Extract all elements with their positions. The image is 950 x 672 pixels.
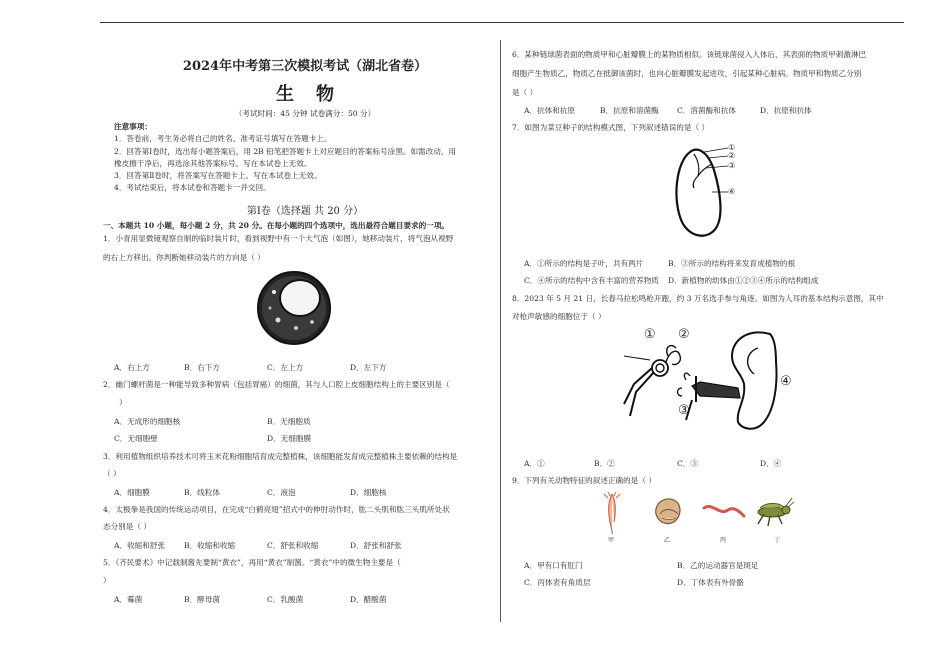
q5-option-a[interactable]: A．霉菌 [114,595,143,604]
column-divider [500,40,501,622]
q3-stem: 3．利用植物组织培养技术可将玉米花粉细胞培育成完整植株，该细胞能发育成完整植株主要依赖的结构是 [103,452,458,461]
q3-option-c[interactable]: C．液泡 [267,488,296,497]
q5-option-b[interactable]: B．酵母菌 [184,595,220,604]
q5-option-d[interactable]: D．醋酸菌 [350,595,387,604]
exam-subject: 生物 [276,84,356,105]
q2-option-c[interactable]: C．无细胞壁 [114,434,158,443]
q8-option-b[interactable]: B．② [594,459,615,468]
note-item: 4．考试结束后，将本试卷和答题卡一并交回。 [114,183,271,192]
q2-stem: ） [119,398,127,407]
q7-label-4: ④ [728,187,736,196]
q7-label-3: ③ [728,161,736,170]
q4-option-b[interactable]: B．收缩和收缩 [184,541,236,550]
animal-ding-icon [752,496,794,528]
q8-label-3: ③ [678,403,690,418]
q7-option-b[interactable]: B．③所示的结构将来发育成植物的根 [668,259,796,268]
q7-option-a[interactable]: A．①所示的结构是子叶，共有两片 [524,259,644,268]
q1-option-d[interactable]: D．左下方 [350,363,387,372]
q8-stem: 8．2023 年 5 月 21 日，长春马拉松鸣枪开跑，约 3 万名选手参与角逐。如图为人耳的基本结构示意图，其中 [512,294,884,303]
note-item: 3．回答第Ⅱ卷时，将答案写在答题卡上。写在本试卷上无效。 [114,171,322,180]
q6-option-c[interactable]: C．溶菌酶和抗体 [677,106,736,115]
q1-option-b[interactable]: B．右下方 [184,363,220,372]
q3-option-a[interactable]: A．细胞膜 [114,488,150,497]
q1-stem: 1．小青用显微镜观察自制的临时装片时，看到视野中有一个大气泡（如图），她移动装片，将气泡从视野 [103,234,454,243]
exam-title: 2024年中考第三次模拟考试（湖北省卷） [182,59,428,74]
q2-stem: 2．幽门螺杆菌是一种能导致多种胃病（包括胃癌）的细菌，其与人口腔上皮细胞结构上的主要区别是（ [103,380,450,389]
q7-option-c[interactable]: C．④所示的结构中含有丰富的营养物质 [524,276,659,285]
notes-heading: 注意事项： [114,122,152,131]
q4-option-c[interactable]: C．舒张和收缩 [267,541,319,550]
animal-label-ding: 丁 [774,537,781,544]
q5-stem: ） [103,576,111,585]
section-title: 第Ⅰ卷（选择题 共 20 分） [246,206,364,217]
q8-option-d[interactable]: D．④ [760,459,782,468]
q8-option-a[interactable]: A．① [524,459,545,468]
q6-option-b[interactable]: B．抗原和溶菌酶 [600,106,659,115]
animal-yi-icon [652,494,684,528]
q1-stem: 的右上方移出。你判断她移动装片的方向是（ ） [103,253,265,262]
q7-label-1: ① [728,143,736,152]
animal-bing-icon [702,500,746,522]
q5-option-c[interactable]: C．乳酸菌 [267,595,304,604]
q2-option-a[interactable]: A．无成形的细胞核 [114,417,181,426]
q6-stem: 细胞产生物质乙，物质乙在抵御该菌时，也向心脏瓣膜发起进攻，引起某种心脏病。物质甲和物质乙分别 [512,69,862,78]
microscope-view-figure [256,270,332,346]
q4-option-a[interactable]: A．收缩和舒张 [114,541,166,550]
q6-option-a[interactable]: A．抗体和抗原 [524,106,576,115]
human-ear-figure [620,326,780,434]
q8-option-c[interactable]: C．③ [677,459,698,468]
q8-stem: 对枪声敏感的细胞位于（ ） [512,312,606,321]
q1-option-a[interactable]: A．右上方 [114,363,150,372]
animal-label-bing: 丙 [720,537,727,544]
q9-stem: 9．下列有关动物特征的叙述正确的是（ ） [512,476,656,485]
q1-option-c[interactable]: C．左上方 [267,363,304,372]
q4-stem: 4．太极拳是我国的传统运动项目，在完成“白鹤亮翅”招式中的伸肘动作时，肱二头肌和肱三头肌所处状 [103,505,450,514]
note-item: 2．回答第Ⅰ卷时，选出每小题答案后，用 2B 铅笔把答题卡上对应题目的答案标号涂黑。如需改动，用 [114,147,457,156]
q8-label-4: ④ [780,374,792,389]
q4-stem: 态分别是（ ） [103,522,151,531]
animal-label-yi: 乙 [664,537,671,544]
q7-option-d[interactable]: D．新植物的幼体由①②③④所示的结构组成 [668,276,819,285]
animal-jia-icon [600,492,626,536]
q8-label-1: ① [644,327,656,342]
q9-option-a[interactable]: A．甲有口有肛门 [524,561,583,570]
top-rule [100,22,904,23]
q3-option-b[interactable]: B．线粒体 [184,488,220,497]
q6-stem: 6．某种链球菌表面的物质甲和心脏瓣膜上的某物质相似。该链球菌侵入人体后，其表面的物质甲刺激淋巴 [512,50,867,59]
q2-option-d[interactable]: D．无细胞膜 [267,434,312,443]
q5-stem: 5．《齐民要术》中记载制酱先要制“黄衣”，再用“黄衣”制酱。“黄衣”中的微生物主要是（ [103,558,401,567]
note-item: 1．答卷前，考生务必将自己的姓名、准考证号填写在答题卡上。 [114,134,332,143]
note-item: 橡皮擦干净后，再选涂其他答案标号。写在本试卷上无效。 [114,159,312,168]
q9-option-d[interactable]: D．丁体表有外骨骼 [677,578,744,587]
q3-option-d[interactable]: D．细胞核 [350,488,387,497]
animal-label-jia: 甲 [608,537,615,544]
q7-label-2: ② [728,151,736,160]
bean-seed-figure [668,140,768,242]
q6-option-d[interactable]: D．抗原和抗体 [760,106,812,115]
q9-option-b[interactable]: B．乙的运动器官是斑足 [677,561,759,570]
section-instruction: 一、本题共 10 小题，每小题 2 分，共 20 分。在每小题的四个选项中，选出最符合题目要求的一项。 [103,221,450,230]
exam-meta: （考试时间：45 分钟 试卷满分：50 分） [234,109,376,118]
q2-option-b[interactable]: B．无细胞质 [267,417,311,426]
q9-option-c[interactable]: C．丙体表有角质层 [524,578,591,587]
q6-stem: 是（ ） [512,88,538,97]
q7-stem: 7．如图为菜豆种子的结构模式图，下列叙述错误的是（ ） [512,123,710,132]
q3-stem: （ ） [103,469,121,478]
q8-label-2: ② [678,327,690,342]
q4-option-d[interactable]: D．舒张和舒张 [350,541,402,550]
